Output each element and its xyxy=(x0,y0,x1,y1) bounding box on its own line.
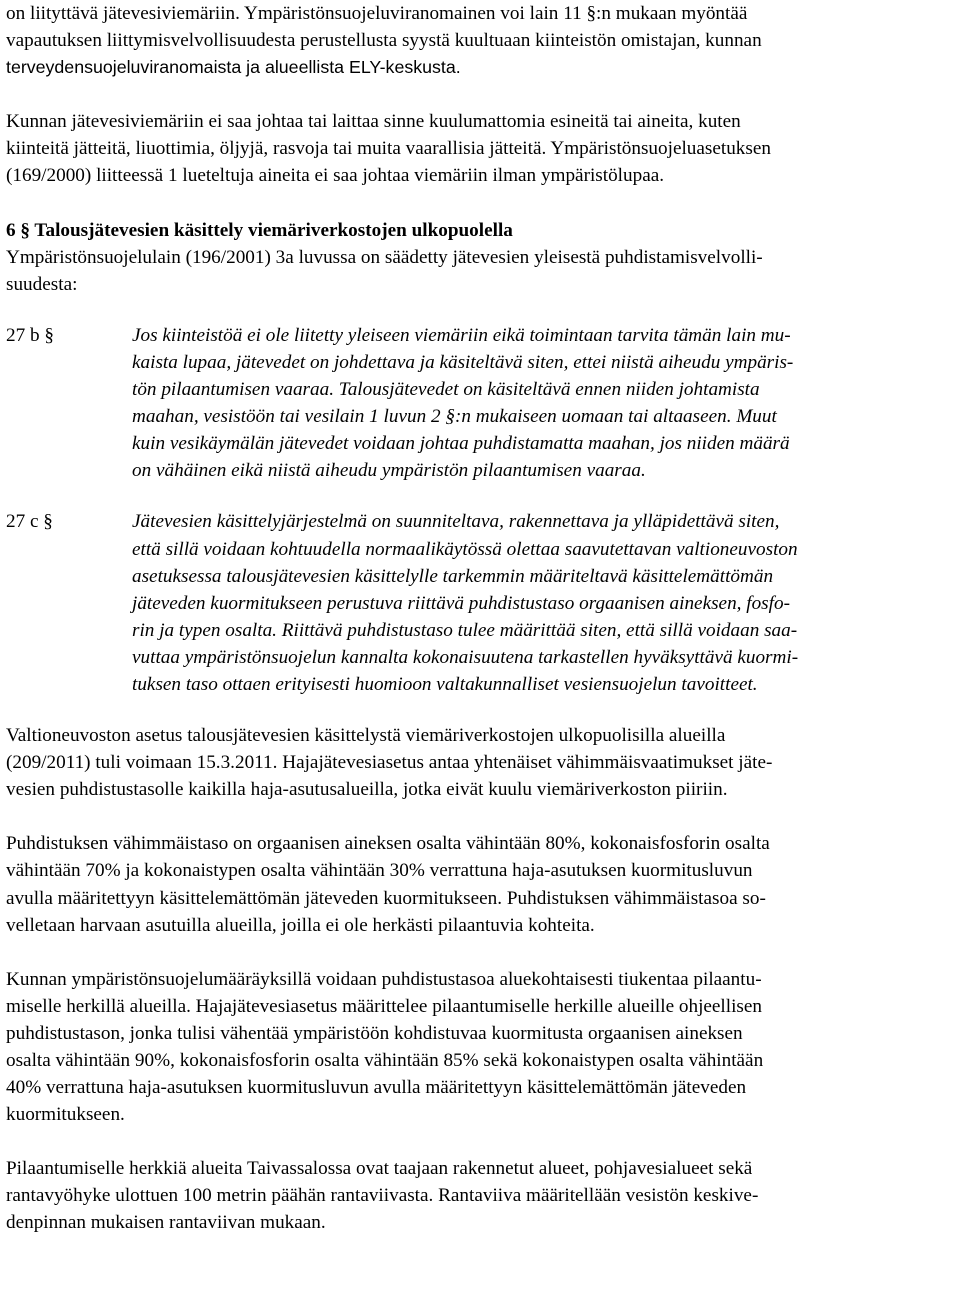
section-number: 27 c § xyxy=(6,511,53,533)
text-line: Kunnan jätevesiviemäriin ei saa johtaa tai laittaa sinne kuulumattomia esineitä tai aineita, kuten xyxy=(6,111,741,133)
text-line: asetuksessa talousjätevesien käsittelylle tarkemmin määriteltavä käsittelemättömän xyxy=(132,565,774,587)
text-line: Ympäristönsuojelulain (196/2001) 3a luvussa on säädetty jätevesien yleisestä puhdistamisvelvolli- xyxy=(6,246,763,268)
text-line: kiinteitä jätteitä, liuottimia, öljyjä, rasvoja tai muita vaarallisia jätteitä. Ympäristönsuojeluasetuksen xyxy=(6,138,771,160)
law-section-27c xyxy=(6,508,954,698)
paragraph-minimum-level xyxy=(6,830,954,938)
text-line: Jos kiinteistöä ei ole liitetty yleiseen viemäriin eikä toimintaan tarvita tämän lain mu- xyxy=(132,324,791,346)
text-line: vuttaa ympäristönsuojelun kannalta kokonaisuutena tarkastellen hyväksyttävä kuormi- xyxy=(132,646,799,668)
text-line: tön pilaantumisen vaaraa. Talousjätevedet on käsiteltävä ennen niiden johtamista xyxy=(132,379,760,401)
section-text xyxy=(132,322,954,485)
law-section-27b xyxy=(6,322,954,485)
section-number: 27 b § xyxy=(6,324,54,346)
paragraph-decree xyxy=(6,722,954,803)
text-line: puhdistustason, jonka tulisi vähentää ympäristöön kohdistuvaa kuormitusta orgaanisen aineksen xyxy=(6,1022,743,1044)
text-line: miselle herkillä alueilla. Hajajätevesiasetus määrittelee pilaantumiselle herkille alueille ohjeellisen xyxy=(6,995,763,1017)
text-line: kuin vesikäymälän jätevedet voidaan johtaa puhdistamatta maahan, jos niiden määrä xyxy=(132,433,790,455)
text-line: rin ja typen osalta. Riittävä puhdistustaso tulee määrittää siten, että sillä voidaan saa- xyxy=(132,619,798,641)
text-line: kaista lupaa, jätevedet on johdettava ja käsiteltävä siten, ettei niistä aiheudu ympäris- xyxy=(132,351,794,373)
paragraph-sewer-restrictions xyxy=(6,108,954,189)
text-line: osalta vähintään 90%, kokonaisfosforin osalta vähintään 85% sekä kokonaistypen osalta vähintään xyxy=(6,1050,764,1071)
text-line: Kunnan ympäristönsuojelumääräyksillä voidaan puhdistustasoa aluekohtaisesti tiukentaa pilaantu- xyxy=(6,968,762,990)
text-line: rantavyöhyke ulottuen 100 metrin päähän rantaviivasta. Rantaviiva määritellään vesistön keskive- xyxy=(6,1185,759,1207)
text-line: on liityttävä jätevesiviemäriin. Ympäristönsuojeluviranomainen voi lain 11 §:n mukaan myöntää xyxy=(6,3,748,24)
paragraph-sensitive-areas xyxy=(6,1155,954,1236)
section-text xyxy=(132,508,954,698)
text-line: että sillä voidaan kohtuudella normaalikäytössä olettaa saavutettavan valtioneuvoston xyxy=(132,538,798,560)
text-line: maahan, vesistöön tai vesilain 1 luvun 2 §:n mukaiseen uomaan tai altaaseen. Muut xyxy=(132,406,777,428)
text-line: vähintään 70% ja kokonaistypen osalta vähintään 30% verrattuna haja-asutuksen kuormitusluvun xyxy=(6,860,753,882)
paragraph-intro-tail xyxy=(6,0,954,81)
document-page xyxy=(6,0,954,1237)
text-line: (209/2011) tuli voimaan 15.3.2011. Hajajätevesiasetus antaa yhtenäiset vähimmäisvaatimukset jäte- xyxy=(6,752,773,774)
text-line: Jätevesien käsittelyjärjestelmä on suunniteltava, rakennettava ja ylläpidettävä siten, xyxy=(132,511,780,533)
text-line: Pilaantumiselle herkkiä alueita Taivassalossa ovat taajaan rakennetut alueet, pohjavesialueet sekä xyxy=(6,1158,753,1180)
text-line: jäteveden kuormitukseen perustuva riittävä puhdistustaso orgaanisen aineksen, fosfo- xyxy=(132,592,790,614)
text-line: Puhdistuksen vähimmäistaso on orgaanisen aineksen osalta vähintään 80%, kokonaisfosforin osalta xyxy=(6,833,770,855)
paragraph-section6-intro xyxy=(6,244,954,298)
text-line: 40% verrattuna haja-asutuksen kuormitusluvun avulla määritettyyn käsittelemättömän jäteveden xyxy=(6,1077,747,1099)
text-line: vapautuksen liittymisvelvollisuudesta perustellusta syystä kuultuaan kiinteistön omistajan, kunnan xyxy=(6,30,762,52)
text-line: avulla määritettyyn käsittelemättömän jäteveden kuormitukseen. Puhdistuksen vähimmäistasoa so- xyxy=(6,887,766,909)
text-line: terveydensuojeluviranomaista ja alueellista ELY-keskusta. xyxy=(6,57,461,78)
text-line: denpinnan mukaisen rantaviivan mukaan. xyxy=(6,1212,326,1234)
text-line: (169/2000) liitteessä 1 lueteltuja aineita ei saa johtaa viemäriin ilman ympäristölupaa. xyxy=(6,165,665,187)
text-line: velletaan harvaan asutuilla alueilla, joilla ei ole herkästi pilaantuvia kohteita. xyxy=(6,914,595,936)
section-heading: 6 § Talousjätevesien käsittely viemäriverkostojen ulkopuolella xyxy=(6,219,513,241)
text-line: on vähäinen eikä niistä aiheudu ympäristön pilaantumisen vaaraa. xyxy=(132,460,646,482)
text-line: kuormitukseen. xyxy=(6,1104,125,1126)
text-line: Valtioneuvoston asetus talousjätevesien käsittelystä viemäriverkostojen ulkopuolisilla alueilla xyxy=(6,725,726,747)
text-line: tuksen taso ottaen erityisesti huomioon valtakunnalliset vesiensuojelun tavoitteet. xyxy=(132,673,758,695)
text-line: suudesta: xyxy=(6,273,78,295)
paragraph-local-regulations xyxy=(6,966,954,1129)
text-line: vesien puhdistustasolle kaikilla haja-asutusalueilla, jotka eivät kuulu viemäriverkoston piiriin. xyxy=(6,779,728,801)
